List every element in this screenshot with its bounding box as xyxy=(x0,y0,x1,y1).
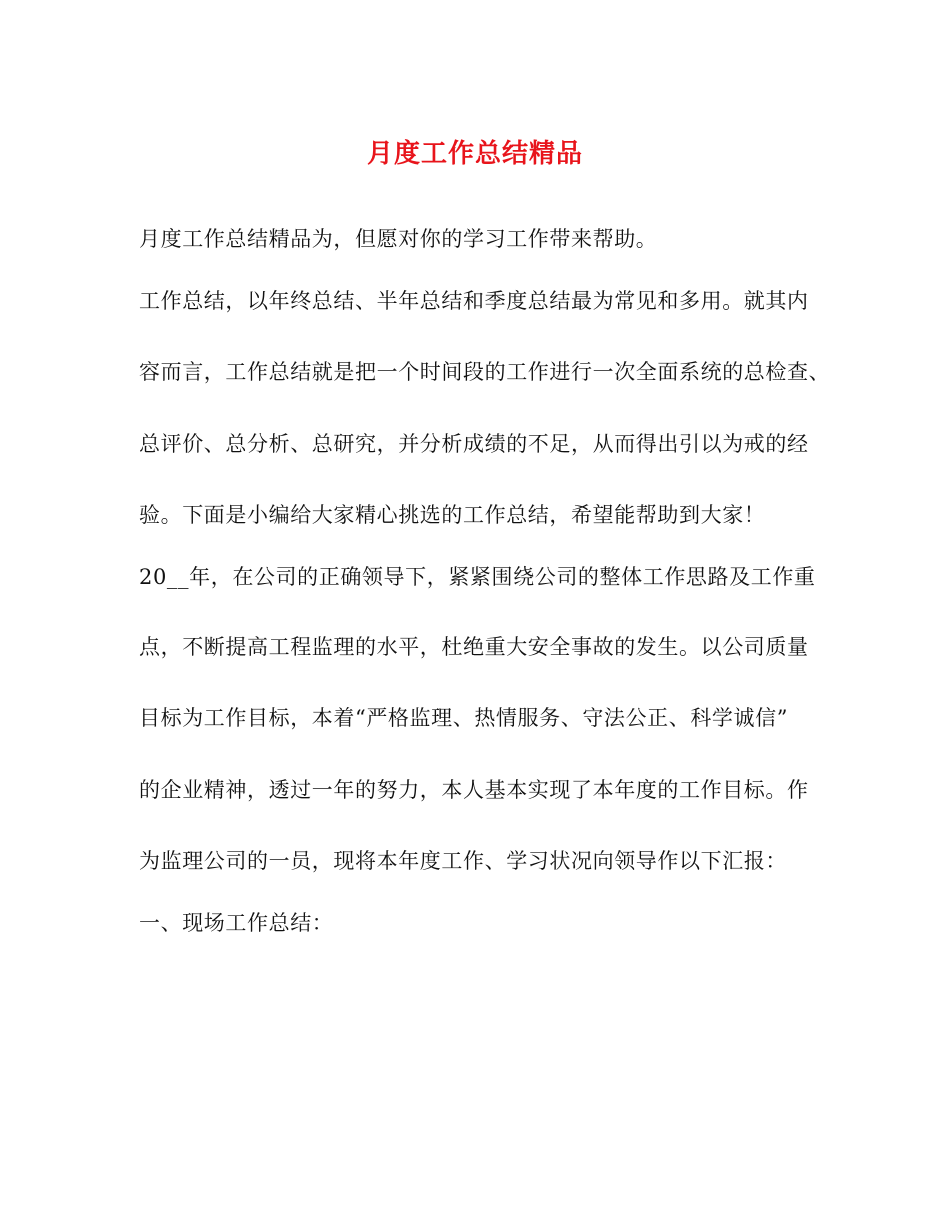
document-title: 月度工作总结精品 xyxy=(366,139,583,169)
paragraph-line: 为监理公司的一员，现将本年度工作、学习状况向领导作以下汇报： xyxy=(139,849,787,873)
paragraph-line: 总评价、总分析、总研究，并分析成绩的不足，从而得出引以为戒的经 xyxy=(139,432,809,456)
paragraph-line: 的企业精神，透过一年的努力，本人基本实现了本年度的工作目标。作 xyxy=(139,778,809,802)
paragraph-line: 目标为工作目标，本着“严格监理、热情服务、守法公正、科学诚信” xyxy=(139,706,789,730)
paragraph-line: 容而言，工作总结就是把一个时间段的工作进行一次全面系统的总检查、 xyxy=(139,360,831,384)
paragraph-line: 验。下面是小编给大家精心挑选的工作总结，希望能帮助到大家！ xyxy=(139,503,766,527)
paragraph-line: 点，不断提高工程监理的水平，杜绝重大安全事故的发生。以公司质量 xyxy=(139,635,809,659)
paragraph-line: 月度工作总结精品为，但愿对你的学习工作带来帮助。 xyxy=(139,227,658,251)
paragraph-line: 工作总结，以年终总结、半年总结和季度总结最为常见和多用。就其内 xyxy=(139,289,809,313)
paragraph-line: 20__年，在公司的正确领导下，紧紧围绕公司的整体工作思路及工作重 xyxy=(139,565,816,589)
section-heading: 一、现场工作总结： xyxy=(139,911,334,935)
